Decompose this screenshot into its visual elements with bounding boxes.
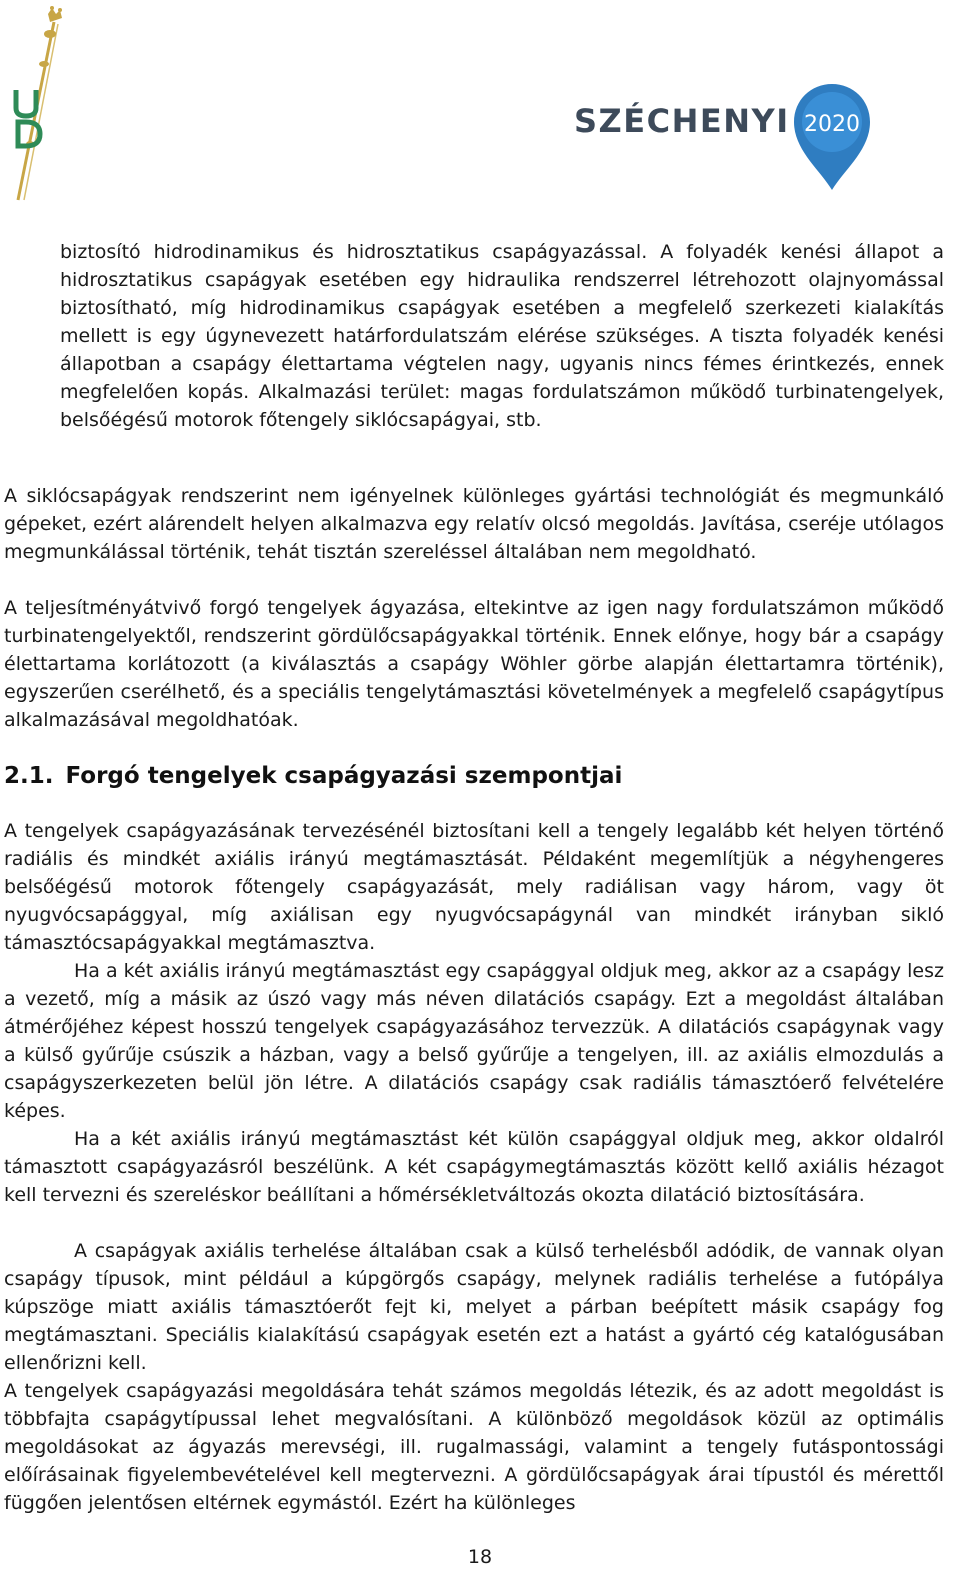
pin-year-text: 2020 [804, 112, 860, 137]
paragraph-8: A tengelyek csapágyazási megoldására tehát számos megoldás létezik, és az adott megoldást is többfajta csapágytípussal lehet megvalósítani. A különböző megoldások közül az optimális megoldásokat az ágyazás merevségi, ill. rugalmassági, valamint a tengely futáspontossági előírásainak figyelembevételével kell megtervezni. A gördülőcsapágyak árai típustól és mérettől függően jelentősen eltérnek egymástól. Ezért ha különleges [4, 1380, 944, 1514]
paragraph-3: A teljesítményátvivő forgó tengelyek ágyazása, eltekintve az igen nagy fordulatszámon működő turbinatengelyektől, rendszerint gördülőcsapágyakkal történik. Ennek előnye, hogy bár a csapágy élettartama korlátozott (a kiválasztás a csapágy Wöhler görbe alapján élettartamra történik), egyszerűen cserélhető, és a speciális tengelytámasztási követelmények a megfelelő csapágytípus alkalmazásával megoldhatóak. [4, 597, 944, 731]
paragraph-5: Ha a két axiális irányú megtámasztást egy csapággyal oldjuk meg, akkor az a csapágy lesz a vezető, míg a másik az úszó vagy más néven dilatációs csapágy. Ezt a megoldást általában átmérőjéhez képest hosszú tengelyek csapágyazásához tervezzük. A dilatációs csapágynak vagy a külső gyűrűje csúszik a házban, vagy a belső gyűrűje a tengelyen, ill. az axiális elmozdulás a csapágyszerkezeten belül jön létre. A dilatációs csapágy csak radiális támasztóerő felvételére képes. [4, 960, 944, 1122]
szechenyi-2020-logo [572, 80, 872, 192]
paragraph-7: A csapágyak axiális terhelése általában csak a külső terhelésből adódik, de vannak olyan csapágy típusok, mint például a kúpgörgős csapágy, melynek radiális terhelése a futópálya kúpszöge miatt axiális támasztóerőt fejt ki, melyet a párban beépített másik csapágy fog megtámasztani. Speciális kialakítású csapágyak esetén ezt a hatást a gyártó cég katalógusában ellenőrizni kell. [4, 1240, 944, 1374]
page-number: 18 [467, 1546, 493, 1568]
paragraph-2: A siklócsapágyak rendszerint nem igényelnek különleges gyártási technológiát és megmunkáló gépeket, ezért alárendelt helyen alkalmazva egy relatív olcsó megoldás. Javítása, cseréje utólagos megmunkálással történik, tehát tisztán szereléssel általában nem megoldható. [4, 485, 944, 563]
paragraph-1: biztosító hidrodinamikus és hidrosztatikus csapágyazással. A folyadék kenési állapot a hidrosztatikus csapágyak esetében egy hidraulika rendszerrel létrehozott olajnyomással biztosítható, míg hidrodinamikus csapágyak esetében a megfelelő szerkezeti kialakítás mellett is egy úgynevezett határfordulatszám elérése szükséges. A tiszta folyadék kenési állapotban a csapágy élettartama végtelen nagy, ugyanis nincs fémes érintkezés, ennek megfelelően kopás. Alkalmazási terület: magas fordulatszámon működő turbinatengelyek, belsőégésű motorok főtengely siklócsapágyai, stb. [60, 241, 944, 431]
szechenyi-logo-text: SZÉCHENYI [574, 102, 790, 140]
map-pin-icon [790, 80, 874, 192]
section-number: 2.1. [4, 763, 54, 789]
university-logo-icon [4, 4, 74, 204]
paragraph-4: A tengelyek csapágyazásának tervezésénél biztosítani kell a tengely legalább két helyen történő radiális és mindkét axiális irányú megtámasztását. Példaként megemlítjük a négyhengeres belsőégésű motorok főtengely csapágyazását, mely radiálisan vagy három, vagy öt nyugvócsapággyal, míg axiálisan egy nyugvócsapágynál van mindkét irányban sikló támasztócsapágyakkal megtámasztva. [4, 820, 944, 954]
paragraph-6: Ha a két axiális irányú megtámasztást két külön csapággyal oldjuk meg, akkor oldalról támasztott csapágyazásról beszélünk. A két csapágymegtámasztás között kellő axiális hézagot kell tervezni és szereléskor beállítani a hőmérsékletváltozás okozta dilatáció biztosítására. [4, 1128, 944, 1206]
section-title: Forgó tengelyek csapágyazási szempontjai [65, 763, 623, 789]
section-heading [4, 760, 944, 792]
